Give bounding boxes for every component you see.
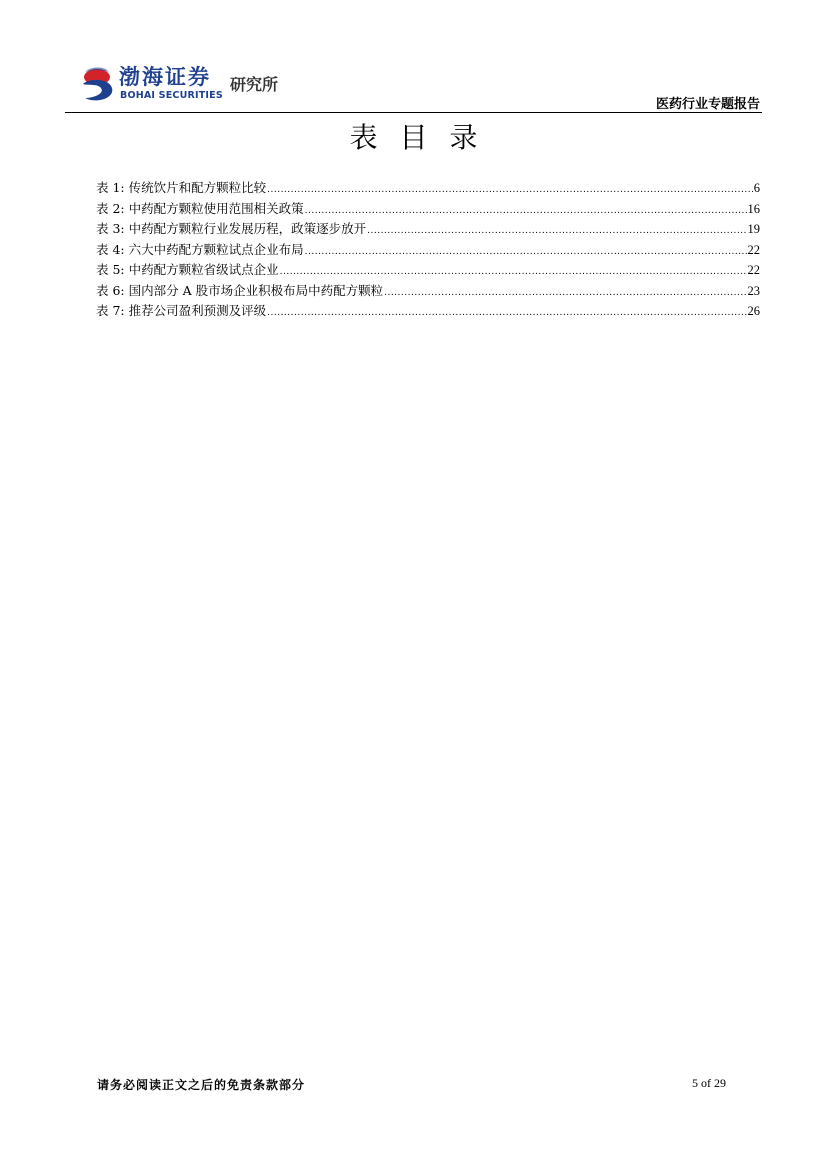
- logo-company-name-en: BOHAI SECURITIES: [120, 90, 223, 101]
- toc-leader-dots: [267, 185, 753, 195]
- table-of-tables: [96, 178, 760, 322]
- page-number: 5 of 29: [692, 1076, 726, 1090]
- toc-leader-dots: [305, 247, 747, 257]
- toc-entry-page: 26: [747, 304, 760, 318]
- toc-entry-page: 23: [747, 283, 760, 298]
- report-type: 医药行业专题报告: [655, 97, 760, 112]
- toc-entry-label: 表 6: 国内部分 A 股市场企业积极布局中药配方颗粒: [96, 282, 384, 298]
- toc-leader-dots: [280, 267, 747, 277]
- toc-leader-dots: [384, 288, 746, 298]
- toc-entry[interactable]: [96, 301, 760, 322]
- header-divider: [65, 112, 762, 113]
- toc-entry-page: 22: [747, 242, 760, 257]
- toc-entry-label: 表 7: 推荐公司盈利预测及评级: [96, 303, 267, 318]
- toc-leader-dots: [367, 226, 746, 236]
- toc-entry-page: 16: [747, 201, 760, 216]
- logo-department: 研究所: [230, 75, 279, 94]
- toc-entry-label: 表 2: 中药配方颗粒使用范围相关政策: [96, 200, 304, 216]
- toc-entry[interactable]: [96, 281, 760, 302]
- toc-entry-page: 22: [747, 263, 760, 277]
- bohai-logo-icon: [79, 64, 115, 104]
- toc-title: 表目录: [349, 121, 500, 154]
- logo-company-name-cn: 渤海证券: [119, 64, 211, 89]
- toc-entry-label: 表 3: 中药配方颗粒行业发展历程，政策逐步放开: [96, 221, 367, 236]
- toc-entry-page: 19: [747, 222, 760, 236]
- toc-entry-label: 表 4: 六大中药配方颗粒试点企业布局: [96, 241, 304, 257]
- toc-entry-label: 表 5: 中药配方颗粒省级试点企业: [96, 262, 279, 277]
- toc-entry[interactable]: [96, 260, 760, 281]
- toc-entry[interactable]: [96, 219, 760, 240]
- toc-leader-dots: [267, 308, 746, 318]
- toc-leader-dots: [305, 206, 747, 216]
- toc-entry[interactable]: [96, 240, 760, 261]
- report-header: [65, 60, 762, 112]
- toc-entry[interactable]: [96, 199, 760, 220]
- toc-entry-label: 表 1: 传统饮片和配方颗粒比较: [96, 180, 267, 195]
- toc-entry[interactable]: [96, 178, 760, 199]
- footer-disclaimer: 请务必阅读正文之后的免责条款部分: [97, 1078, 306, 1092]
- toc-entry-page: 6: [753, 181, 760, 195]
